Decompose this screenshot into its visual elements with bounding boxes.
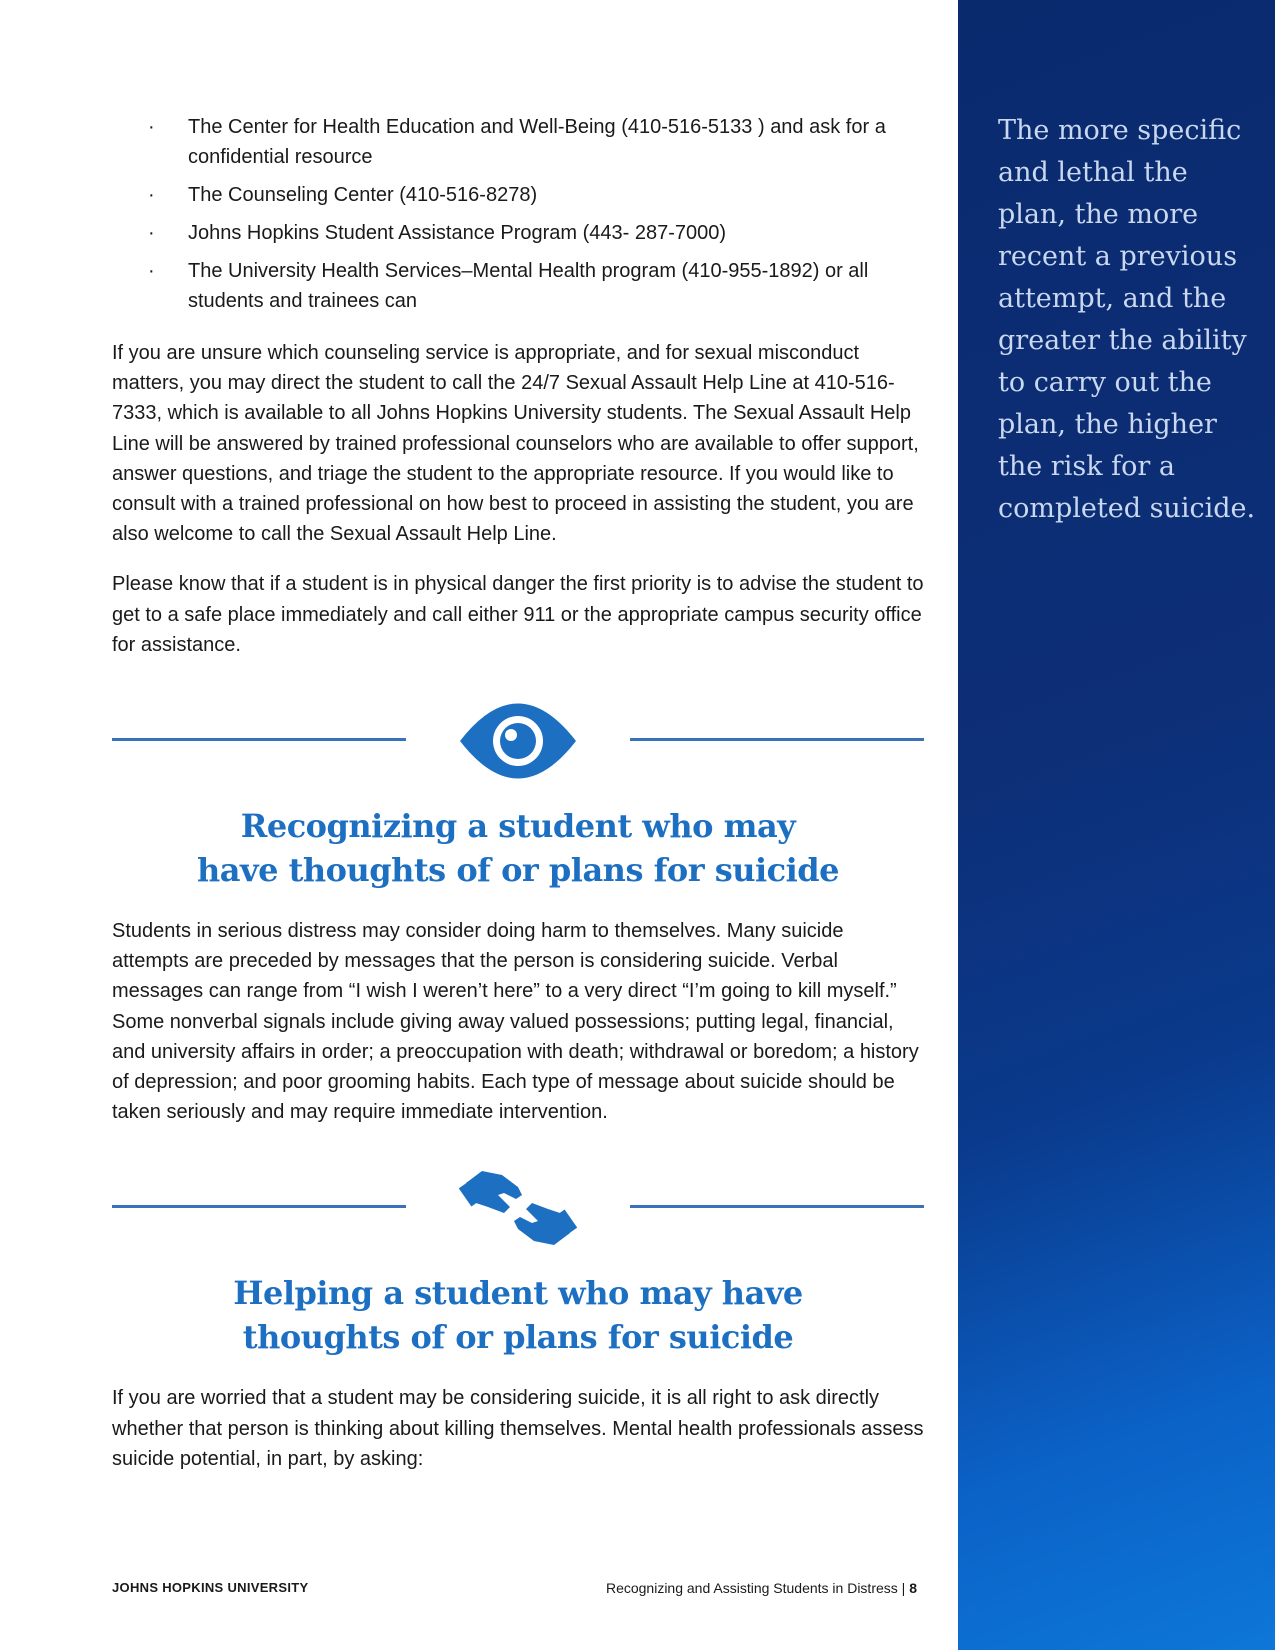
section-title-recognizing — [112, 804, 924, 892]
section-divider-helping — [112, 1163, 924, 1253]
main-content — [112, 112, 924, 1494]
divider-line — [112, 1205, 406, 1208]
footer-separator: | — [901, 1580, 906, 1596]
danger-paragraph: Please know that if a student is in physical danger the first priority is to advise the student to get to a safe place immediately and call either 911 or the appropriate campus security office for assistance. — [112, 573, 924, 656]
divider-line — [630, 738, 924, 741]
helping-hands-icon — [458, 1163, 578, 1253]
divider-line — [112, 738, 406, 741]
helping-paragraph: If you are worried that a student may be considering suicide, it is all right to ask directly whether that person is thinking about killing themselves. Mental health professionals assess suicide potential, in part, by asking: — [112, 1387, 924, 1470]
divider-line — [630, 1205, 924, 1208]
pull-quote: The more specific and lethal the plan, the more recent a previous attempt, and the greater the ability to carry out the plan, the higher the risk for a completed suicide. — [998, 115, 1256, 524]
page-number: 8 — [909, 1580, 917, 1596]
title-line: Recognizing a student who may — [240, 807, 796, 846]
list-item: · Johns Hopkins Student Assistance Program (443- 287-7000) — [148, 218, 924, 248]
counseling-paragraph: If you are unsure which counseling service is appropriate, and for sexual misconduct matters, you may direct the student to call the 24/7 Sexual Assault Help Line at 410-516-7333, which is available to all Johns Hopkins University students. The Sexual Assault Help Line will be answered by trained professional counselors who are available to offer support, answer questions, and triage the student to the appropriate resource. If you would like to consult with a trained professional on how best to proceed in assisting the student, you are also welcome to call the Sexual Assault Help Line. — [112, 342, 919, 546]
footer-doc-title: Recognizing and Assisting Students in Distress — [605, 1580, 898, 1596]
list-item: · The Center for Health Education and Well-Being (410-516-5133 ) and ask for a confidential resource — [148, 112, 924, 172]
footer-doc-info — [606, 1580, 917, 1596]
section-divider-recognizing — [112, 696, 924, 786]
title-line: thoughts of or plans for suicide — [242, 1318, 794, 1357]
sidebar-panel — [958, 0, 1275, 1650]
recognizing-paragraph: Students in serious distress may consider doing harm to themselves. Many suicide attempts are preceded by messages that the person is considering suicide. Verbal messages can range from “I wish I weren’t here” to a very direct “I’m going to kill myself.” Some nonverbal signals include giving away valued possessions; putting legal, financial, and university affairs in order; a preoccupation with death; withdrawal or boredom; a history of depression; and poor grooming habits. Each type of message about suicide should be taken seriously and may require immediate intervention. — [112, 920, 919, 1124]
list-item: · The University Health Services–Mental Health program (410-955-1892) or all students and trainees can — [148, 256, 924, 316]
section-title-helping — [112, 1271, 924, 1359]
footer-org: JOHNS HOPKINS UNIVERSITY — [112, 1580, 309, 1595]
eye-icon — [458, 696, 578, 786]
resource-list — [112, 112, 924, 316]
title-line: have thoughts of or plans for suicide — [196, 851, 840, 890]
list-item: · The Counseling Center (410-516-8278) — [148, 180, 924, 210]
title-line: Helping a student who may have — [233, 1274, 803, 1313]
